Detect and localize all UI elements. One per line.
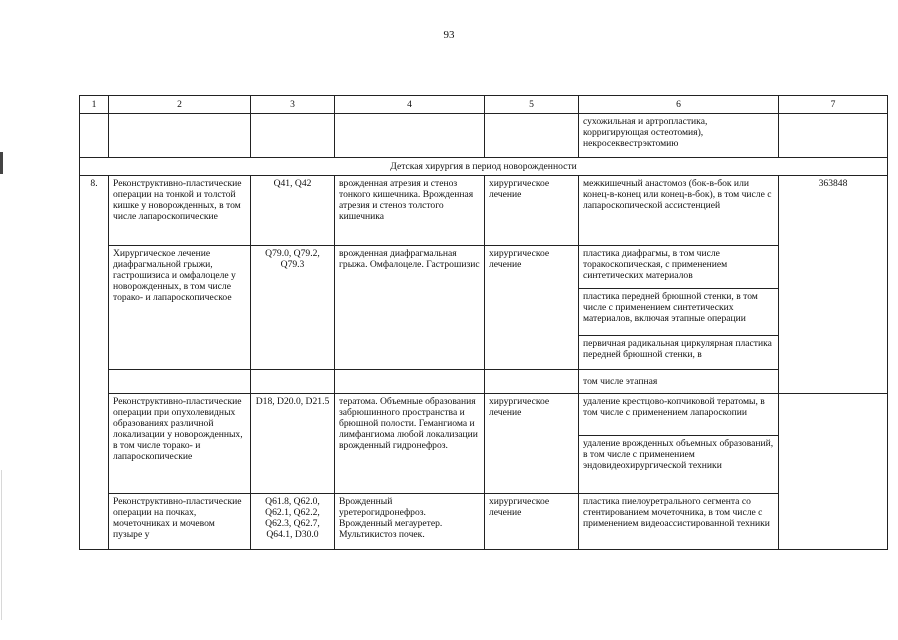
column-header: 6 (579, 96, 779, 114)
scan-edge-mark (0, 152, 3, 174)
icd-codes: Q61.8, Q62.0, Q62.1, Q62.2, Q62.3, Q62.7, Q64.1, D30.0 (251, 494, 335, 550)
table-row (80, 246, 888, 289)
treatment-type: хирургическое лечение (485, 394, 579, 494)
column-number-row (80, 96, 888, 114)
table-cell (109, 370, 251, 394)
treatment-method: пластика диафрагмы, в том числе торакоскопическая, с применением синтетических материалов (579, 246, 779, 289)
column-header: 3 (251, 96, 335, 114)
section-title-row (80, 158, 888, 176)
table-cell (80, 114, 109, 158)
table-cell (335, 370, 485, 394)
table-cell (251, 370, 335, 394)
icd-codes: D18, D20.0, D21.5 (251, 394, 335, 494)
table-cell (251, 114, 335, 158)
column-header: 2 (109, 96, 251, 114)
procedure-name: Хирургическое лечение диафрагмальной грыжи, гастрошизиса и омфалоцеле у новорожденных, в том числе торако- и лапароскопическое (109, 246, 251, 370)
treatment-method: межкишечный анастомоз (бок-в-бок или конец-в-конец или конец-в-бок), в том числе с лапароскопической ассистенцией (579, 176, 779, 246)
column-header: 5 (485, 96, 579, 114)
treatment-method: удаление крестцово-копчиковой тератомы, в том числе с применением лапароскопии (579, 394, 779, 436)
page-number: 93 (443, 29, 455, 41)
treatment-method: удаление врожденных объемных образований, в том числе с применением эндовидеохирургической техники (579, 436, 779, 494)
diagnosis: врожденная атрезия и стеноз тонкого кишечника. Врожденная атрезия и стеноз толстого кишечника (335, 176, 485, 246)
table-cell (485, 370, 579, 394)
table-row (80, 370, 888, 394)
scan-edge-line (1, 470, 2, 620)
section-title: Детская хирургия в период новорожденности (80, 158, 888, 176)
table-cell (109, 114, 251, 158)
treatment-type: хирургическое лечение (485, 494, 579, 550)
table-row (80, 394, 888, 436)
icd-codes: Q41, Q42 (251, 176, 335, 246)
treatment-method: первичная радикальная циркулярная пластика передней брюшной стенки, в (579, 336, 779, 370)
column-header: 1 (80, 96, 109, 114)
table-cell (779, 394, 888, 550)
column-header: 7 (779, 96, 888, 114)
treatment-method: том числе этапная (579, 370, 779, 394)
diagnosis: тератома. Объемные образования забрюшинного пространства и брюшной полости. Гемангиома и лимфангиома любой локализации врожденный гидронефроз. (335, 394, 485, 494)
table-cell (779, 114, 888, 158)
table-cell (335, 114, 485, 158)
diagnosis: Врожденный уретерогидронефроз. Врожденный мегауретер. Мультикистоз почек. (335, 494, 485, 550)
treatment-type: хирургическое лечение (485, 176, 579, 246)
cost-value: 363848 (779, 176, 888, 394)
group-number: 8. (80, 176, 109, 550)
medical-care-table (79, 95, 888, 550)
table-row (80, 176, 888, 246)
procedure-name: Реконструктивно-пластические операции на почках, мочеточниках и мочевом пузыре у (109, 494, 251, 550)
table-row (80, 494, 888, 550)
treatment-type: хирургическое лечение (485, 246, 579, 370)
treatment-method: пластика передней брюшной стенки, в том числе с применением синтетических материалов, включая этапные операции (579, 289, 779, 336)
procedure-name: Реконструктивно-пластические операции при опухолевидных образованиях различной локализации у новорожденных, в том числе торако- и лапароскопические (109, 394, 251, 494)
continuation-row (80, 114, 888, 158)
procedure-name: Реконструктивно-пластические операции на тонкой и толстой кишке у новорожденных, в том числе лапароскопические (109, 176, 251, 246)
column-header: 4 (335, 96, 485, 114)
icd-codes: Q79.0, Q79.2, Q79.3 (251, 246, 335, 370)
method-cell: сухожильная и артропластика, корригирующая остеотомия), некросеквестрэктомию (579, 114, 779, 158)
table-cell (485, 114, 579, 158)
treatment-method: пластика пиелоуретрального сегмента со стентированием мочеточника, в том числе с применением видеоассистированной техники (579, 494, 779, 550)
diagnosis: врожденная диафрагмальная грыжа. Омфалоцеле. Гастрошизис (335, 246, 485, 370)
